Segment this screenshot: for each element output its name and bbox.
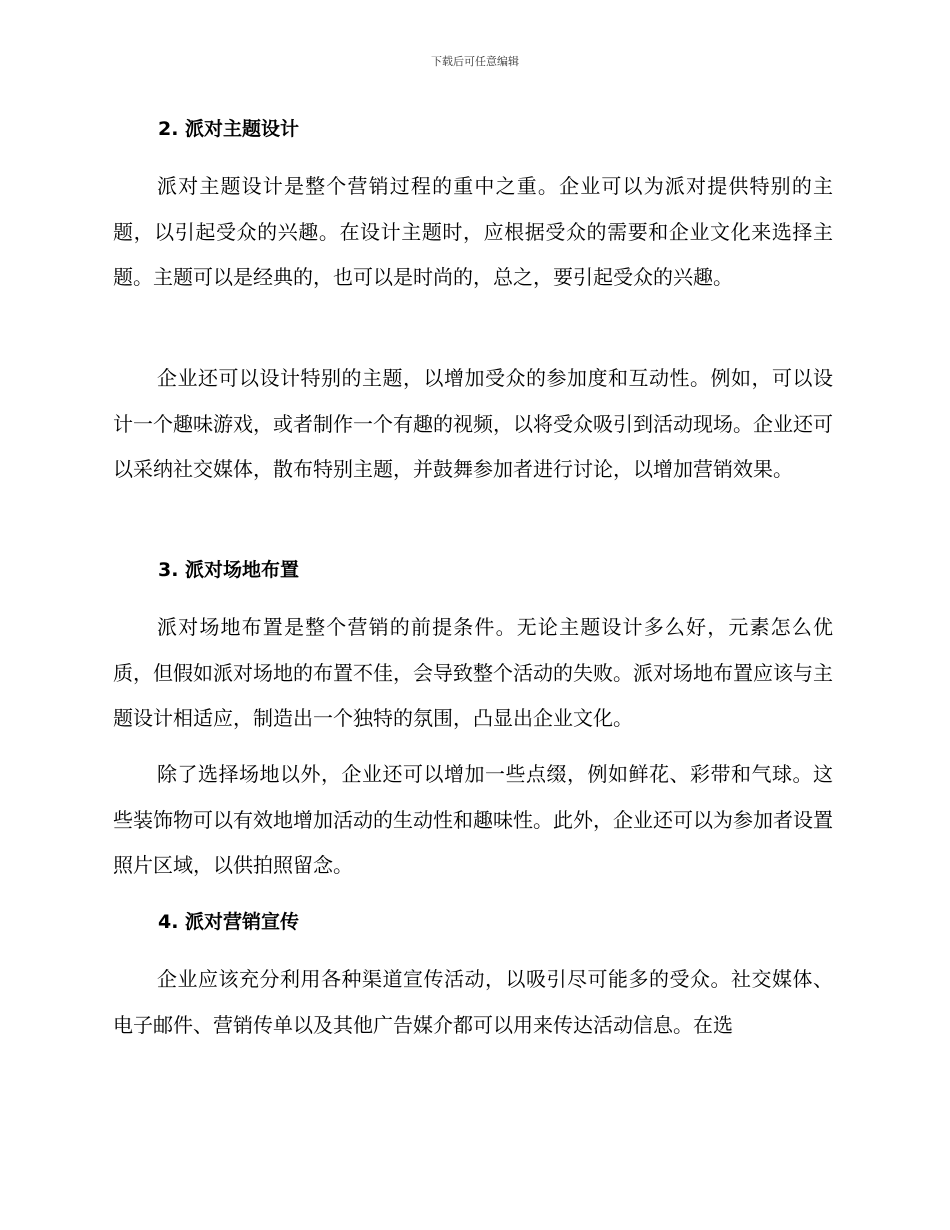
section-heading-marketing-promotion: 4. 派对营销宣传 [158,911,300,933]
paragraph: 派对主题设计是整个营销过程的重中之重。企业可以为派对提供特别的主题，以引起受众的兴趣。在设计主题时，应根据受众的需要和企业文化来选择主题。主题可以是经典的，也可以是时尚的，总之，要引起受众的兴趣。 [113,174,833,289]
paragraph: 企业还可以设计特别的主题，以增加受众的参加度和互动性。例如，可以设计一个趣味游戏，或者制作一个有趣的视频，以将受众吸引到活动现场。企业还可以采纳社交媒体，散布特别主题，并鼓舞参加者进行讨论，以增加营销效果。 [113,366,833,481]
paragraph: 除了选择场地以外，企业还可以增加一些点缀，例如鲜花、彩带和气球。这些装饰物可以有效地增加活动的生动性和趣味性。此外，企业还可以为参加者设置照片区域，以供拍照留念。 [113,762,833,877]
section-heading-theme-design: 2. 派对主题设计 [158,118,300,140]
paragraph: 派对场地布置是整个营销的前提条件。无论主题设计多么好，元素怎么优质，但假如派对场地的布置不佳，会导致整个活动的失败。派对场地布置应该与主题设计相适应，制造出一个独特的氛围，凸显出企业文化。 [113,615,833,730]
page-header-note: 下载后可任意编辑 [431,55,519,68]
section-heading-venue-layout: 3. 派对场地布置 [158,559,300,581]
paragraph: 企业应该充分利用各种渠道宣传活动，以吸引尽可能多的受众。社交媒体、电子邮件、营销传单以及其他广告媒介都可以用来传达活动信息。在选 [113,967,833,1037]
